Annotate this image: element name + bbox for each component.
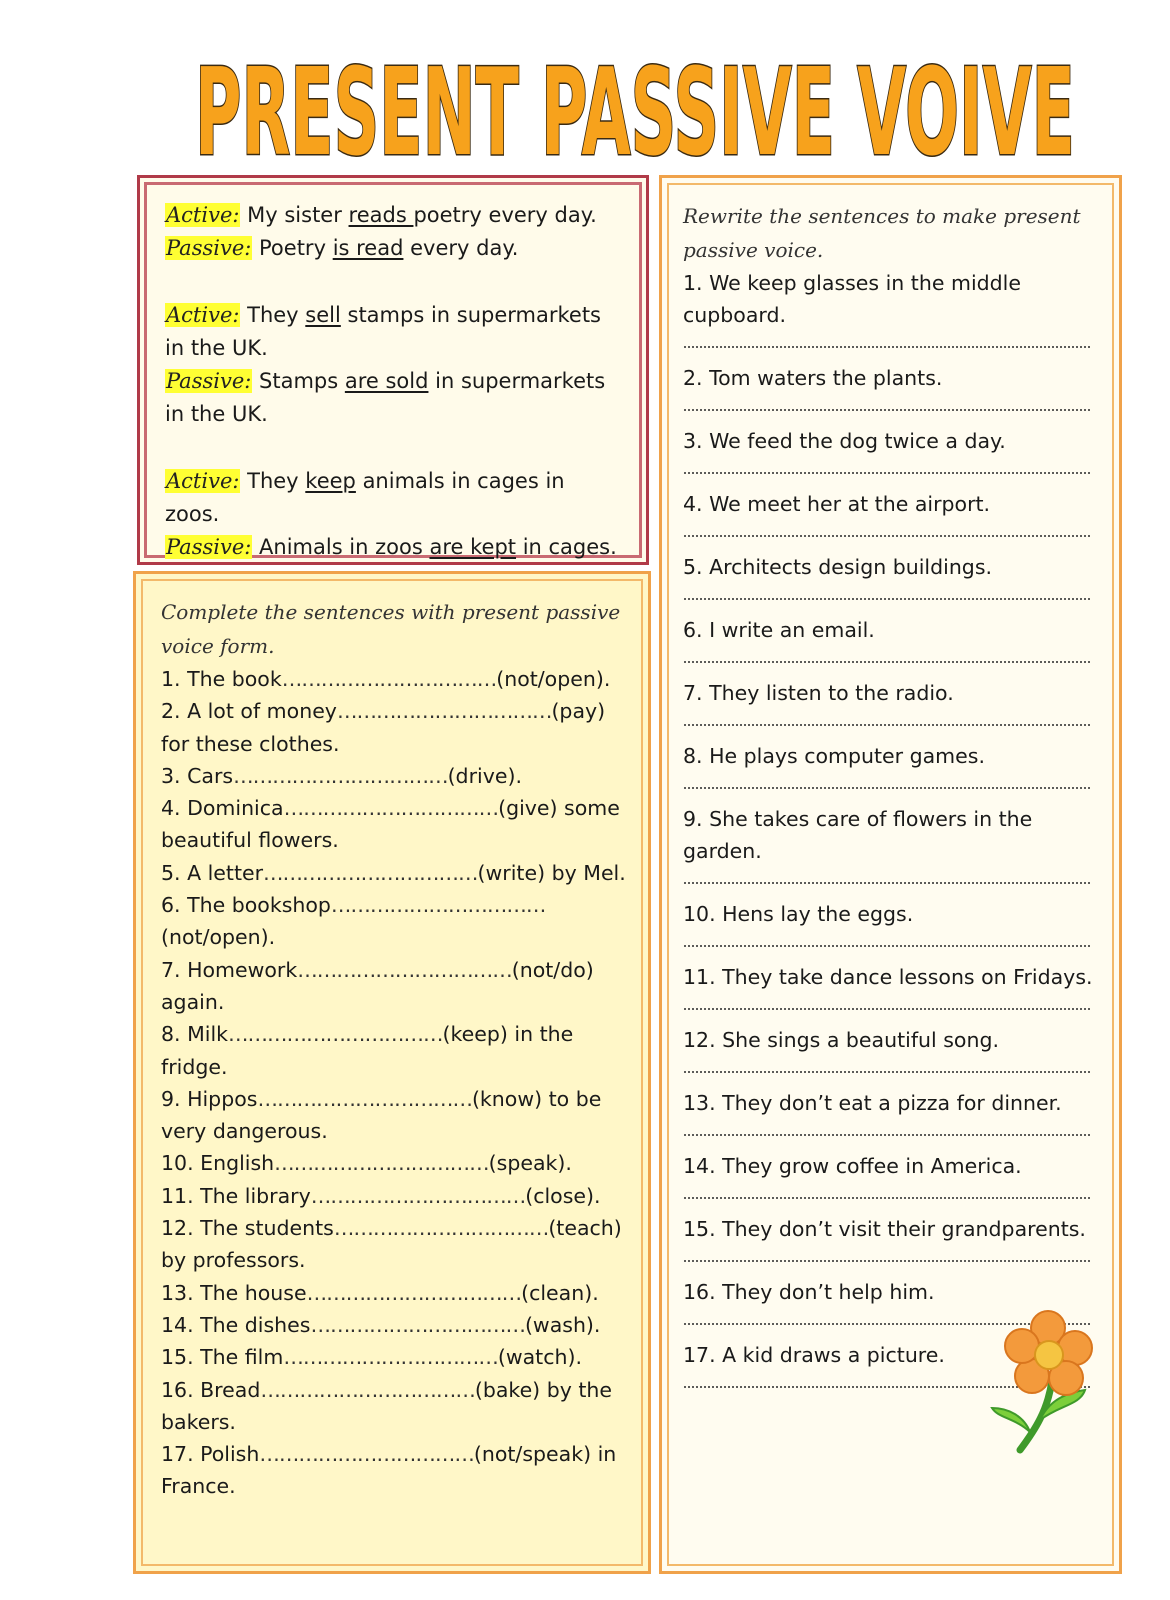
answer-line[interactable] (683, 930, 1092, 961)
worksheet-title (185, 46, 1085, 171)
exercise2-item: 1. We keep glasses in the middle cupboard. (683, 271, 1021, 327)
exercise1-item-end: (clean). (521, 1280, 599, 1305)
exercise1-item (161, 760, 627, 792)
active-text: They (240, 469, 306, 493)
exercise1-item-end: (know) to be very dangerous. (161, 1086, 602, 1144)
passive-verb: is read (332, 236, 404, 260)
active-example-3 (165, 465, 623, 531)
answer-line[interactable] (683, 457, 1092, 488)
exercise1-item (161, 1180, 627, 1212)
active-label: Active: (166, 469, 240, 493)
exercise1-item (161, 1018, 627, 1083)
passive-text: every day. (403, 236, 519, 260)
answer-line[interactable] (683, 772, 1092, 803)
exercise1-item-start: 7. Homework (161, 957, 298, 982)
worksheet-title-text: PRESENT PASSIVE VOIVE (195, 46, 1075, 171)
exercise1-item-end: (pay) for these clothes. (161, 699, 606, 756)
exercise1-item-start: 11. The library (161, 1183, 311, 1208)
answer-blank[interactable]: …………………………… (310, 1183, 526, 1208)
answer-line[interactable] (683, 1182, 1092, 1213)
answer-blank[interactable]: …………………………… (228, 1022, 443, 1047)
passive-example-3 (165, 531, 623, 564)
passive-text: Animals in zoos (252, 535, 430, 559)
exercise2-item: 13. They don’t eat a pizza for dinner. (683, 1091, 1062, 1115)
answer-blank[interactable]: …………………………… (281, 667, 497, 691)
exercise1-item-start: 6. The bookshop (161, 893, 331, 918)
exercise1-item-end: (keep) in the fridge. (161, 1022, 574, 1079)
passive-example-1 (165, 232, 623, 265)
answer-blank[interactable]: …………………………… (283, 1345, 498, 1370)
passive-label: Passive: (166, 535, 252, 559)
exercise2-item: 14. They grow coffee in America. (683, 1154, 1022, 1178)
exercise2-item: 16. They don’t help him. (683, 1280, 935, 1304)
exercise1-item (161, 1277, 627, 1309)
exercise1-list (161, 663, 627, 1503)
exercise1-item (161, 1212, 627, 1277)
exercise1-item (161, 954, 627, 1019)
exercise1-item (161, 1341, 627, 1373)
exercise1-item-end: (watch). (497, 1345, 582, 1370)
answer-blank[interactable]: …………………………… (257, 1086, 472, 1111)
exercise1-item (161, 1309, 627, 1341)
exercise2-item: 10. Hens lay the eggs. (683, 902, 914, 926)
passive-label: Passive: (166, 369, 252, 393)
answer-line[interactable] (683, 1245, 1092, 1276)
answer-line[interactable] (683, 394, 1092, 425)
answer-blank[interactable]: …………………………… (336, 699, 552, 724)
exercise1-item (161, 792, 627, 857)
exercise2-list (683, 267, 1100, 1402)
exercise2-item: 11. They take dance lessons on Fridays. (683, 965, 1093, 989)
exercise1-item-end: (write) by Mel. (477, 860, 626, 885)
exercise1-item-start: 4. Dominica (161, 796, 284, 821)
passive-text: in cages. (516, 535, 617, 559)
exercise1-box (133, 571, 651, 1574)
answer-blank[interactable]: …………………………… (274, 1151, 489, 1176)
exercise2-item: 4. We meet her at the airport. (683, 492, 991, 516)
exercise1-item-start: 9. Hippos (161, 1086, 258, 1111)
active-verb: keep (305, 469, 356, 493)
answer-line[interactable] (683, 709, 1092, 740)
exercise1-item (161, 1083, 627, 1148)
flower-icon (990, 1310, 1100, 1460)
exercise1-item-start: 16. Bread (161, 1377, 261, 1402)
active-example-2 (165, 299, 623, 365)
exercise2-item: 7. They listen to the radio. (683, 681, 954, 705)
passive-text: Poetry (252, 236, 333, 260)
passive-verb: are kept (429, 535, 517, 559)
exercise1-item-start: 17. Polish (161, 1442, 260, 1467)
passive-text: Stamps (252, 369, 345, 393)
answer-line[interactable] (683, 1056, 1092, 1087)
answer-line[interactable] (683, 993, 1092, 1024)
answer-blank[interactable]: …………………………… (310, 1312, 525, 1337)
exercise2-item: 2. Tom waters the plants. (683, 366, 943, 390)
exercise1-item-end: (not/open). (496, 667, 611, 691)
exercise1-item-end: (teach) by professors. (161, 1216, 622, 1273)
exercise1-item-start: 2. A lot of money (161, 699, 337, 724)
exercise1-item (161, 857, 627, 889)
answer-line[interactable] (683, 646, 1092, 677)
answer-line[interactable] (683, 520, 1092, 551)
exercise1-item-start: 5. A letter (161, 860, 264, 885)
examples-inner (144, 182, 642, 558)
active-label: Active: (166, 303, 240, 327)
exercise1-item-start: 1. The book (161, 667, 282, 691)
active-label: Active: (166, 203, 240, 227)
passive-example-2 (165, 365, 623, 431)
answer-blank[interactable]: …………………………… (283, 796, 499, 821)
answer-blank[interactable]: …………………………… (297, 957, 512, 982)
exercise1-inner (141, 579, 643, 1566)
exercise2-item: 5. Architects design buildings. (683, 555, 993, 579)
examples-box (137, 175, 649, 565)
exercise2-item: 6. I write an email. (683, 618, 875, 642)
answer-blank[interactable]: …………………………… (333, 1216, 549, 1241)
exercise1-item-end: (wash). (524, 1312, 601, 1337)
active-text: poetry every day. (413, 203, 597, 227)
exercise2-item: 15. They don’t visit their grandparents. (683, 1217, 1086, 1241)
exercise1-item-end: (not/open). (161, 925, 276, 950)
exercise1-item (161, 889, 627, 954)
exercise1-item (161, 695, 627, 760)
exercise1-item-end: (not/speak) in France. (161, 1442, 617, 1499)
exercise2-item: 8. He plays computer games. (683, 744, 985, 768)
answer-line[interactable] (683, 331, 1092, 362)
passive-text: in supermarkets in the UK. (165, 369, 606, 426)
answer-blank[interactable]: …………………………… (263, 860, 478, 885)
exercise1-item-end: (speak). (488, 1151, 572, 1176)
exercise1-instruction: Complete the sentences with present passive voice form. (161, 600, 621, 658)
exercise1-item-end: (drive). (447, 763, 522, 788)
exercise1-item-start: 3. Cars (161, 763, 234, 788)
active-text: stamps in supermarkets in the UK. (165, 303, 602, 360)
exercise2-item: 17. A kid draws a picture. (683, 1343, 945, 1367)
exercise2-item: 9. She takes care of flowers in the garden. (683, 807, 1033, 863)
exercise1-item-start: 15. The film (161, 1345, 284, 1370)
passive-verb: are sold (344, 369, 429, 393)
passive-label: Passive: (166, 236, 252, 260)
exercise1-item (161, 1147, 627, 1179)
exercise1-item (161, 663, 627, 695)
exercise1-item (161, 1374, 627, 1439)
active-text: animals in cages in zoos. (165, 469, 565, 526)
answer-blank[interactable]: …………………………… (306, 1280, 522, 1305)
exercise1-item-start: 13. The house (161, 1280, 307, 1305)
answer-blank[interactable]: …………………………… (330, 893, 546, 918)
exercise2-item: 12. She sings a beautiful song. (683, 1028, 999, 1052)
example-gap (165, 431, 623, 465)
exercise1-item-start: 8. Milk (161, 1022, 229, 1047)
exercise1-item-start: 12. The students (161, 1216, 334, 1241)
active-verb: sell (305, 303, 341, 327)
exercise2-instruction: Rewrite the sentences to make present passive voice. (683, 204, 1081, 262)
exercise1-item-start: 10. English (161, 1151, 275, 1176)
answer-blank[interactable]: …………………………… (233, 763, 448, 788)
exercise1-item-end: (not/do) again. (161, 957, 594, 1014)
exercise1-item-start: 14. The dishes (161, 1312, 311, 1337)
active-verb: reads (348, 203, 414, 227)
active-example-1 (165, 199, 623, 232)
answer-line[interactable] (683, 867, 1092, 898)
active-text: My sister (240, 203, 349, 227)
example-gap (165, 265, 623, 299)
active-text: They (240, 303, 306, 327)
answer-blank[interactable]: …………………………… (259, 1442, 474, 1467)
answer-line[interactable] (683, 1119, 1092, 1150)
exercise1-item-end: (bake) by the bakers. (161, 1377, 613, 1434)
answer-line[interactable] (683, 583, 1092, 614)
exercise2-item: 3. We feed the dog twice a day. (683, 429, 1006, 453)
exercise1-item (161, 1438, 627, 1503)
exercise1-item-end: (close). (525, 1183, 601, 1208)
answer-blank[interactable]: …………………………… (260, 1377, 475, 1402)
exercise1-item-end: (give) some beautiful flowers. (161, 796, 620, 853)
